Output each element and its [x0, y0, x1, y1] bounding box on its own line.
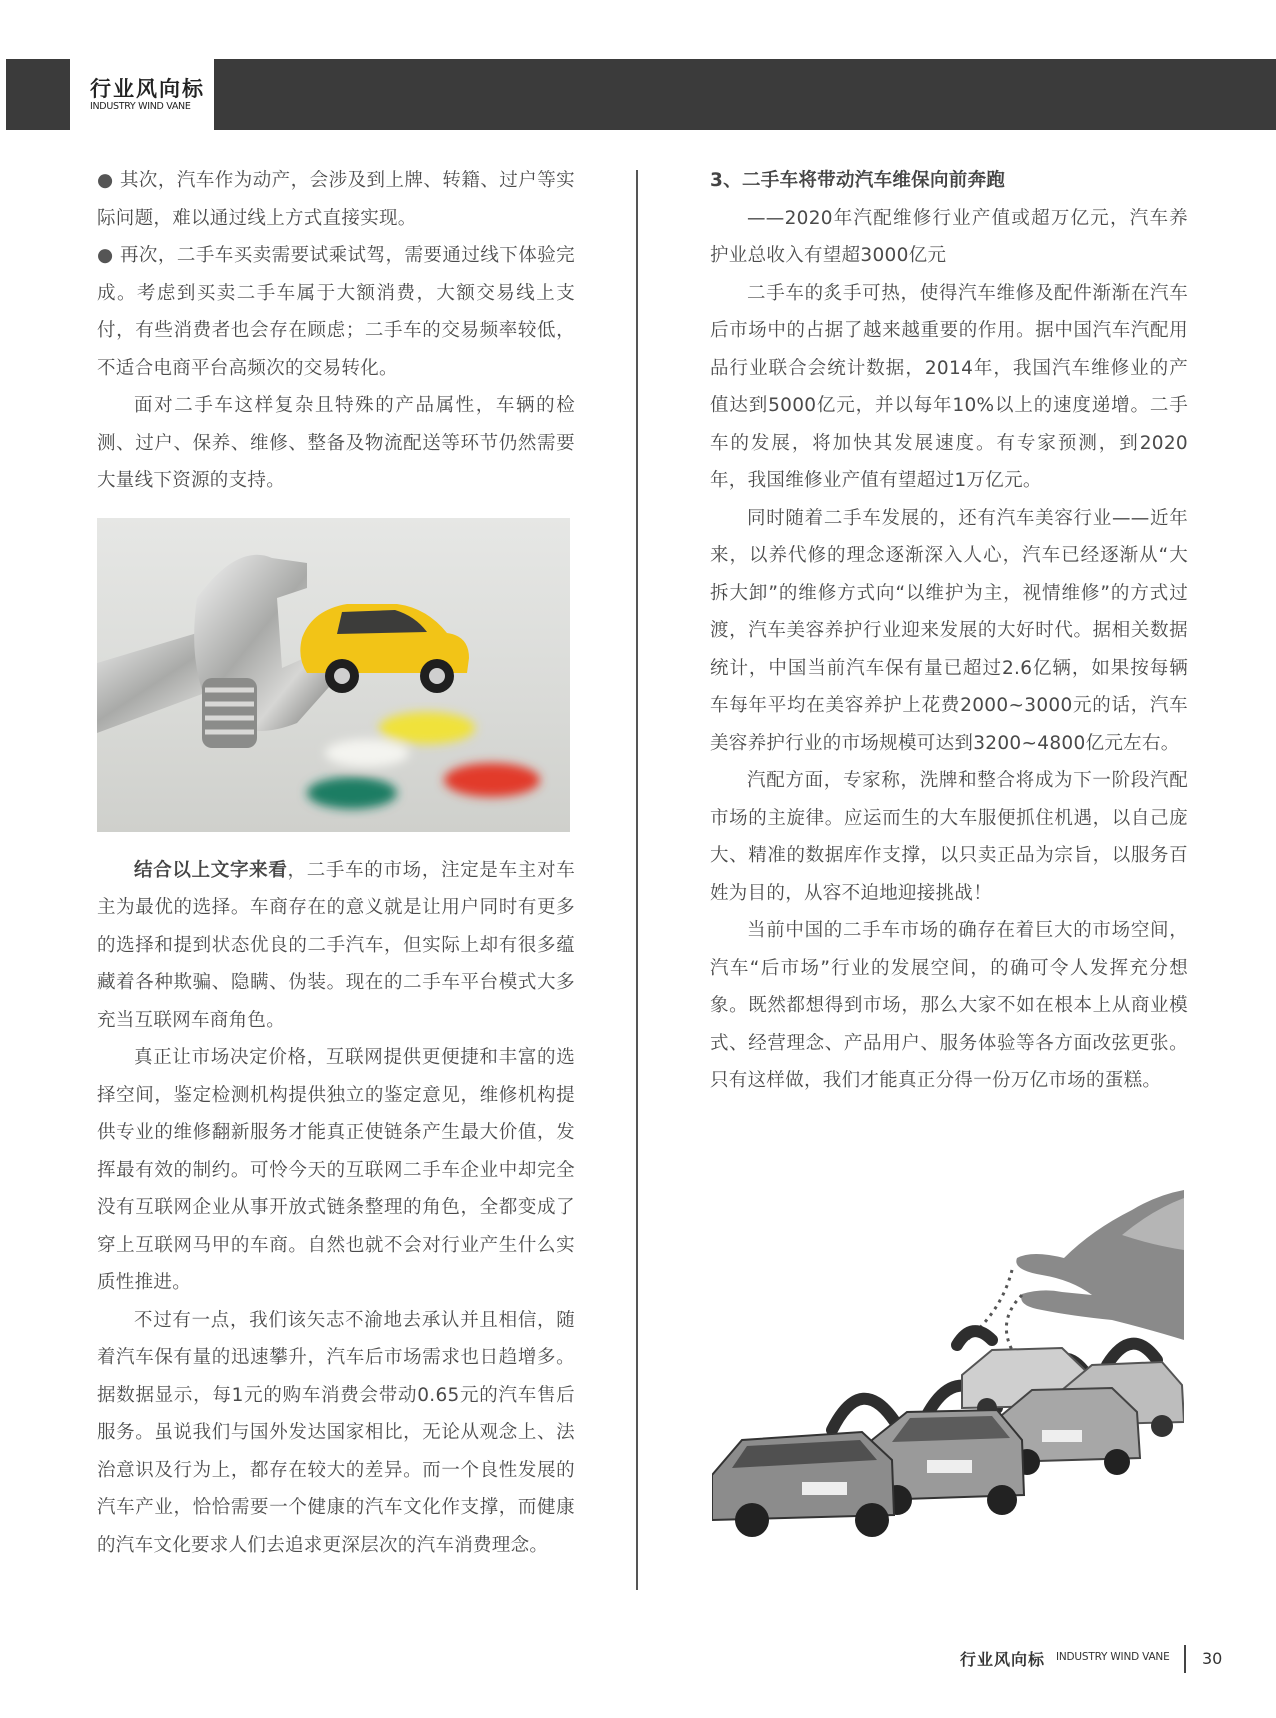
blurred-toy-cars [307, 712, 540, 809]
wrench-car-photo [97, 518, 570, 832]
bullet-dot-icon: ● [97, 245, 114, 266]
section-subheading: ——2020年汽配维修行业产值或超万亿元，汽车养护业总收入有望超3000亿元 [710, 207, 1188, 266]
page-number: 30 [1202, 1649, 1223, 1668]
car-front-left [712, 1432, 894, 1537]
paragraph: 不过有一点，我们该矢志不渝地去承认并且相信，随着汽车保有量的迅速攀升，汽车后市场需求也日趋增多。据数据显示，每1元的购车消费会带动0.65元的汽车售后服务。虽说我们与国外发达国家相比，无论从观念上、法治意识及行为上，都存在较大的差异。而一个良性发展的汽车产业，恰恰需要一个健康的汽车文化作支撑，而健康的汽车文化要求人们去追求更深层次的汽车消费理念。 [97, 1309, 575, 1556]
paragraph: 面对二手车这样复杂且特殊的产品属性，车辆的检测、过户、保养、维修、整备及物流配送等环节仍然需要大量线下资源的支持。 [97, 395, 575, 491]
left-column [97, 162, 575, 1564]
paragraph: 二手车的炙手可热，使得汽车维修及配件渐渐在汽车后市场中的占据了越来越重要的作用。据中国汽车汽配用品行业联合会统计数据，2014年，我国汽车维修业的产值达到5000亿元，并以每年10%以上的速度递增。二手车的发展，将加快其发展速度。有专家预测，到2020年，我国维修业产值有望超过1万亿元。 [710, 282, 1188, 491]
page-footer [960, 1645, 1230, 1675]
paragraph: 同时随着二手车发展的，还有汽车美容行业——近年来，以养代修的理念逐渐深入人心，汽车已经逐渐从“大拆大卸”的维修方式向“以维护为主，视情维修”的方式过渡，汽车美容养护行业迎来发展的大好时代。据相关数据统计，中国当前汽车保有量已超过2.6亿辆，如果按每辆车每年平均在美容养护上花费2000~3000元的话，汽车美容养护行业的市场规模可达到3200~4800亿元左右。 [710, 507, 1188, 754]
bullet-dot-icon: ● [97, 170, 114, 191]
right-column [710, 162, 1188, 1100]
footer-subtitle: INDUSTRY WIND VANE [1056, 1651, 1170, 1663]
section-heading: 3、二手车将带动汽车维保向前奔跑 [710, 170, 1006, 191]
car-front-middle [872, 1410, 1024, 1515]
hand-cars-illustration [712, 1190, 1184, 1545]
hand-cars-photo [712, 1190, 1184, 1545]
paragraph: 真正让市场决定价格，互联网提供更便捷和丰富的选择空间，鉴定检测机构提供独立的鉴定意见，维修机构提供专业的维修翻新服务才能真正使链条产生最大价值，发挥最有效的制约。可怜今天的互联网二手车企业中却完全没有互联网企业从事开放式链条整理的角色，全都变成了穿上互联网马甲的车商。自然也就不会对行业产生什么实质性推进。 [97, 1047, 575, 1293]
paragraph-text: 其次，汽车作为动产，会涉及到上牌、转籍、过户等实际问题，难以通过线上方式直接实现。 [97, 170, 575, 229]
column-divider [636, 170, 638, 1590]
paragraph: 当前中国的二手车市场的确存在着巨大的市场空间，汽车“后市场”行业的发展空间，的确可令人发挥充分想象。既然都想得到市场，那么大家不如在根本上从商业模式、经营理念、产品用户、服务体验等各方面改弦更张。只有这样做，我们才能真正分得一份万亿市场的蛋糕。 [710, 920, 1188, 1091]
paragraph-lead-bold: 结合以上文字来看 [134, 859, 288, 881]
header-title: 行业风向标 [90, 77, 205, 101]
paragraph-bullet-2 [97, 237, 575, 387]
header-subtitle: INDUSTRY WIND VANE [90, 101, 191, 112]
footer-divider [1184, 1645, 1186, 1673]
footer-title: 行业风向标 [960, 1650, 1046, 1669]
header-label [70, 59, 214, 130]
wrench-car-illustration [97, 518, 570, 832]
paragraph [97, 852, 575, 1040]
yellow-toy-car [300, 604, 469, 693]
paragraph-text: ，二手车的市场，注定是车主对车主为最优的选择。车商存在的意义就是让用户同时有更多的选择和提到状态优良的二手汽车，但实际上却有很多蕴藏着各种欺骗、隐瞒、伪装。现在的二手车平台模式大多充当互联网车商角色。 [97, 859, 575, 1031]
paragraph-bullet-1 [97, 162, 575, 237]
paragraph-text: 再次，二手车买卖需要试乘试驾，需要通过线下体验完成。考虑到买卖二手车属于大额消费，大额交易线上支付，有些消费者也会存在顾虑；二手车的交易频率较低，不适合电商平台高频次的交易转化。 [97, 245, 575, 379]
paragraph: 汽配方面，专家称，洗牌和整合将成为下一阶段汽配市场的主旋律。应运而生的大车服便抓住机遇，以自己庞大、精准的数据库作支撑，以只卖正品为宗旨，以服务百姓为目的，从容不迫地迎接挑战！ [710, 770, 1188, 904]
